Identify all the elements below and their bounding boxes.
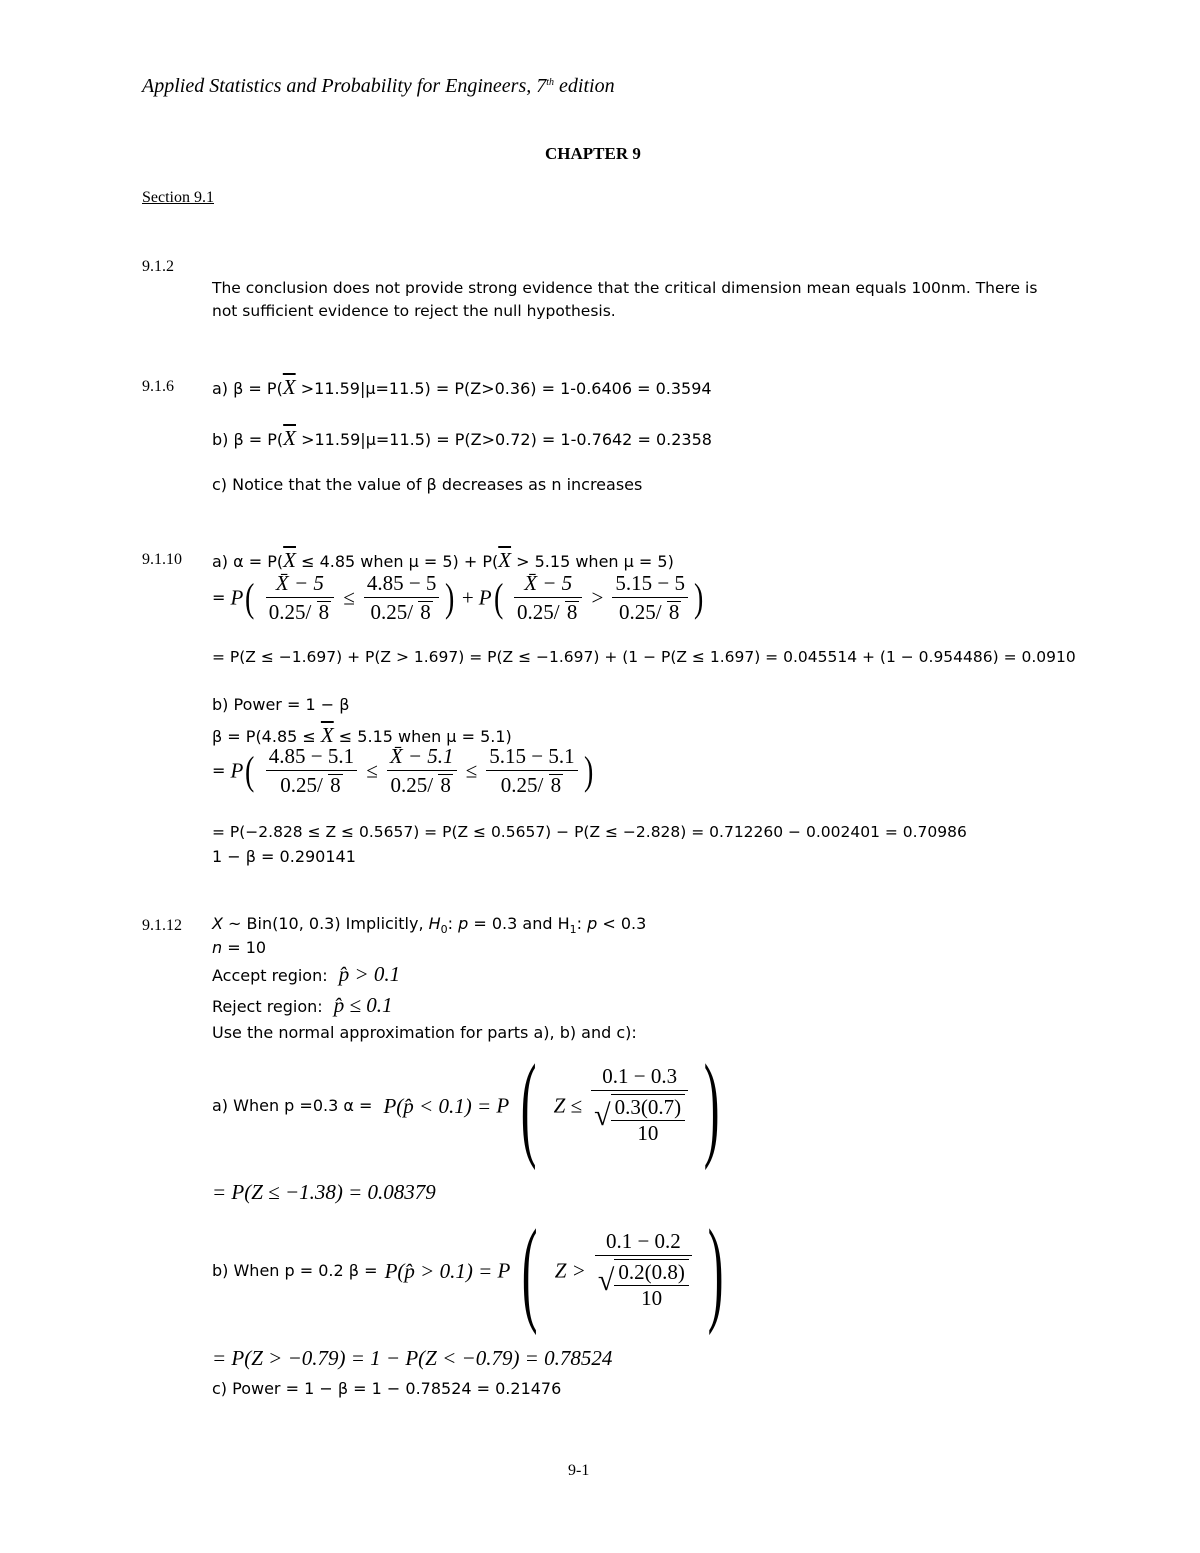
problem-number: 9.1.6 bbox=[142, 378, 174, 395]
page-number: 9-1 bbox=[568, 1462, 590, 1479]
answer-line: = P(Z ≤ −1.697) + P(Z > 1.697) = P(Z ≤ −1.697) + (1 − P(Z ≤ 1.697) = 0.045514 + (1 − 0.954486) = 0.0910 bbox=[212, 648, 1076, 666]
chapter-title: CHAPTER 9 bbox=[545, 144, 641, 163]
reject-region: Reject region: p̂ ≤ 0.1 bbox=[212, 993, 393, 1017]
problem-number: 9.1.10 bbox=[142, 551, 182, 568]
equation: b) When p = 0.2 β = P(p̂ > 0.1) = P( Z > 0.1 − 0.2 √ $\frac{0.2(0.8)}{10}$ ) bbox=[212, 1205, 724, 1336]
answer-line: = P(Z > −0.79) = 1 − P(Z < −0.79) = 0.78524 bbox=[212, 1346, 613, 1370]
answer-line: b) Power = 1 − β bbox=[212, 695, 350, 714]
answer-line: = P(−2.828 ≤ Z ≤ 0.5657) = P(Z ≤ 0.5657) − P(Z ≤ −2.828) = 0.712260 − 0.002401 = 0.70986 bbox=[212, 823, 967, 841]
problem-number: 9.1.2 bbox=[142, 258, 174, 275]
accept-region: Accept region: p̂ > 0.1 bbox=[212, 962, 401, 986]
equation: = P( $\frac{4.85 - 5.1}{0.25/ 8}$ ≤ $\frac{X̄ - 5.1}{0.25/ 8}$ ≤ $\frac{5.15 - 5.1}{0.25/ 8}$ ) bbox=[212, 744, 593, 797]
answer-line: b) $\beta = P(\overline{X} >11.59|\mu=11.5) = P(Z>0.72) = 1-0.7642 = 0.2358$ bbox=[212, 426, 712, 450]
answer-line: Use the normal approximation for parts a), b) and c): bbox=[212, 1023, 637, 1042]
answer-line: 1 − β = 0.290141 bbox=[212, 847, 356, 866]
answer-line: = P(Z ≤ −1.38) = 0.08379 bbox=[212, 1180, 436, 1204]
section-heading: Section 9.1 bbox=[142, 189, 214, 206]
problem-text: not sufficient evidence to reject the null hypothesis. bbox=[212, 302, 616, 320]
answer-line: c) Power = 1 − β = 1 − 0.78524 = 0.21476 bbox=[212, 1379, 562, 1398]
answer-line: X ~ Bin(10, 0.3) Implicitly, $H_0$: p = 0.3 and $H_1$: p < 0.3 bbox=[212, 914, 647, 936]
problem-number: 9.1.12 bbox=[142, 917, 182, 934]
book-title: Applied Statistics and Probability for Engineers, 7th edition bbox=[142, 75, 615, 97]
answer-line: n = 10 bbox=[212, 938, 267, 957]
equation: = P( $\frac{X̄ - 5}{0.25/ 8}$ ≤ $\frac{4.85 - 5}{0.25/ 8}$ ) + P( $\frac{X̄ - 5}{0.25/ 8}$ > $\frac{5.15 - 5}{0.25/ 8}$ ) bbox=[212, 571, 704, 624]
answer-line: a) $\beta = P(\overline{X} >11.59|\mu=11.5) = P(Z>0.36) = 1-0.6406 = 0.3594$ bbox=[212, 375, 712, 399]
answer-line: c) Notice that the value of β decreases as n increases bbox=[212, 475, 643, 494]
answer-line: a) $\alpha = P(\overline{X} \le 4.85$ when $\mu = 5) + P(\overline{X} > 5.15$ when μ = 5) bbox=[212, 548, 674, 572]
answer-line: $\beta = P(4.85 \le \overline{X} \le 5.15$ when μ = 5.1) bbox=[212, 723, 512, 747]
equation: a) When p =0.3 α = P(p̂ < 0.1) = P( Z ≤ 0.1 − 0.3 √ $\frac{0.3(0.7)}{10}$ ) bbox=[212, 1040, 720, 1171]
problem-text: The conclusion does not provide strong evidence that the critical dimension mean equals 100nm. There is bbox=[212, 279, 1038, 297]
